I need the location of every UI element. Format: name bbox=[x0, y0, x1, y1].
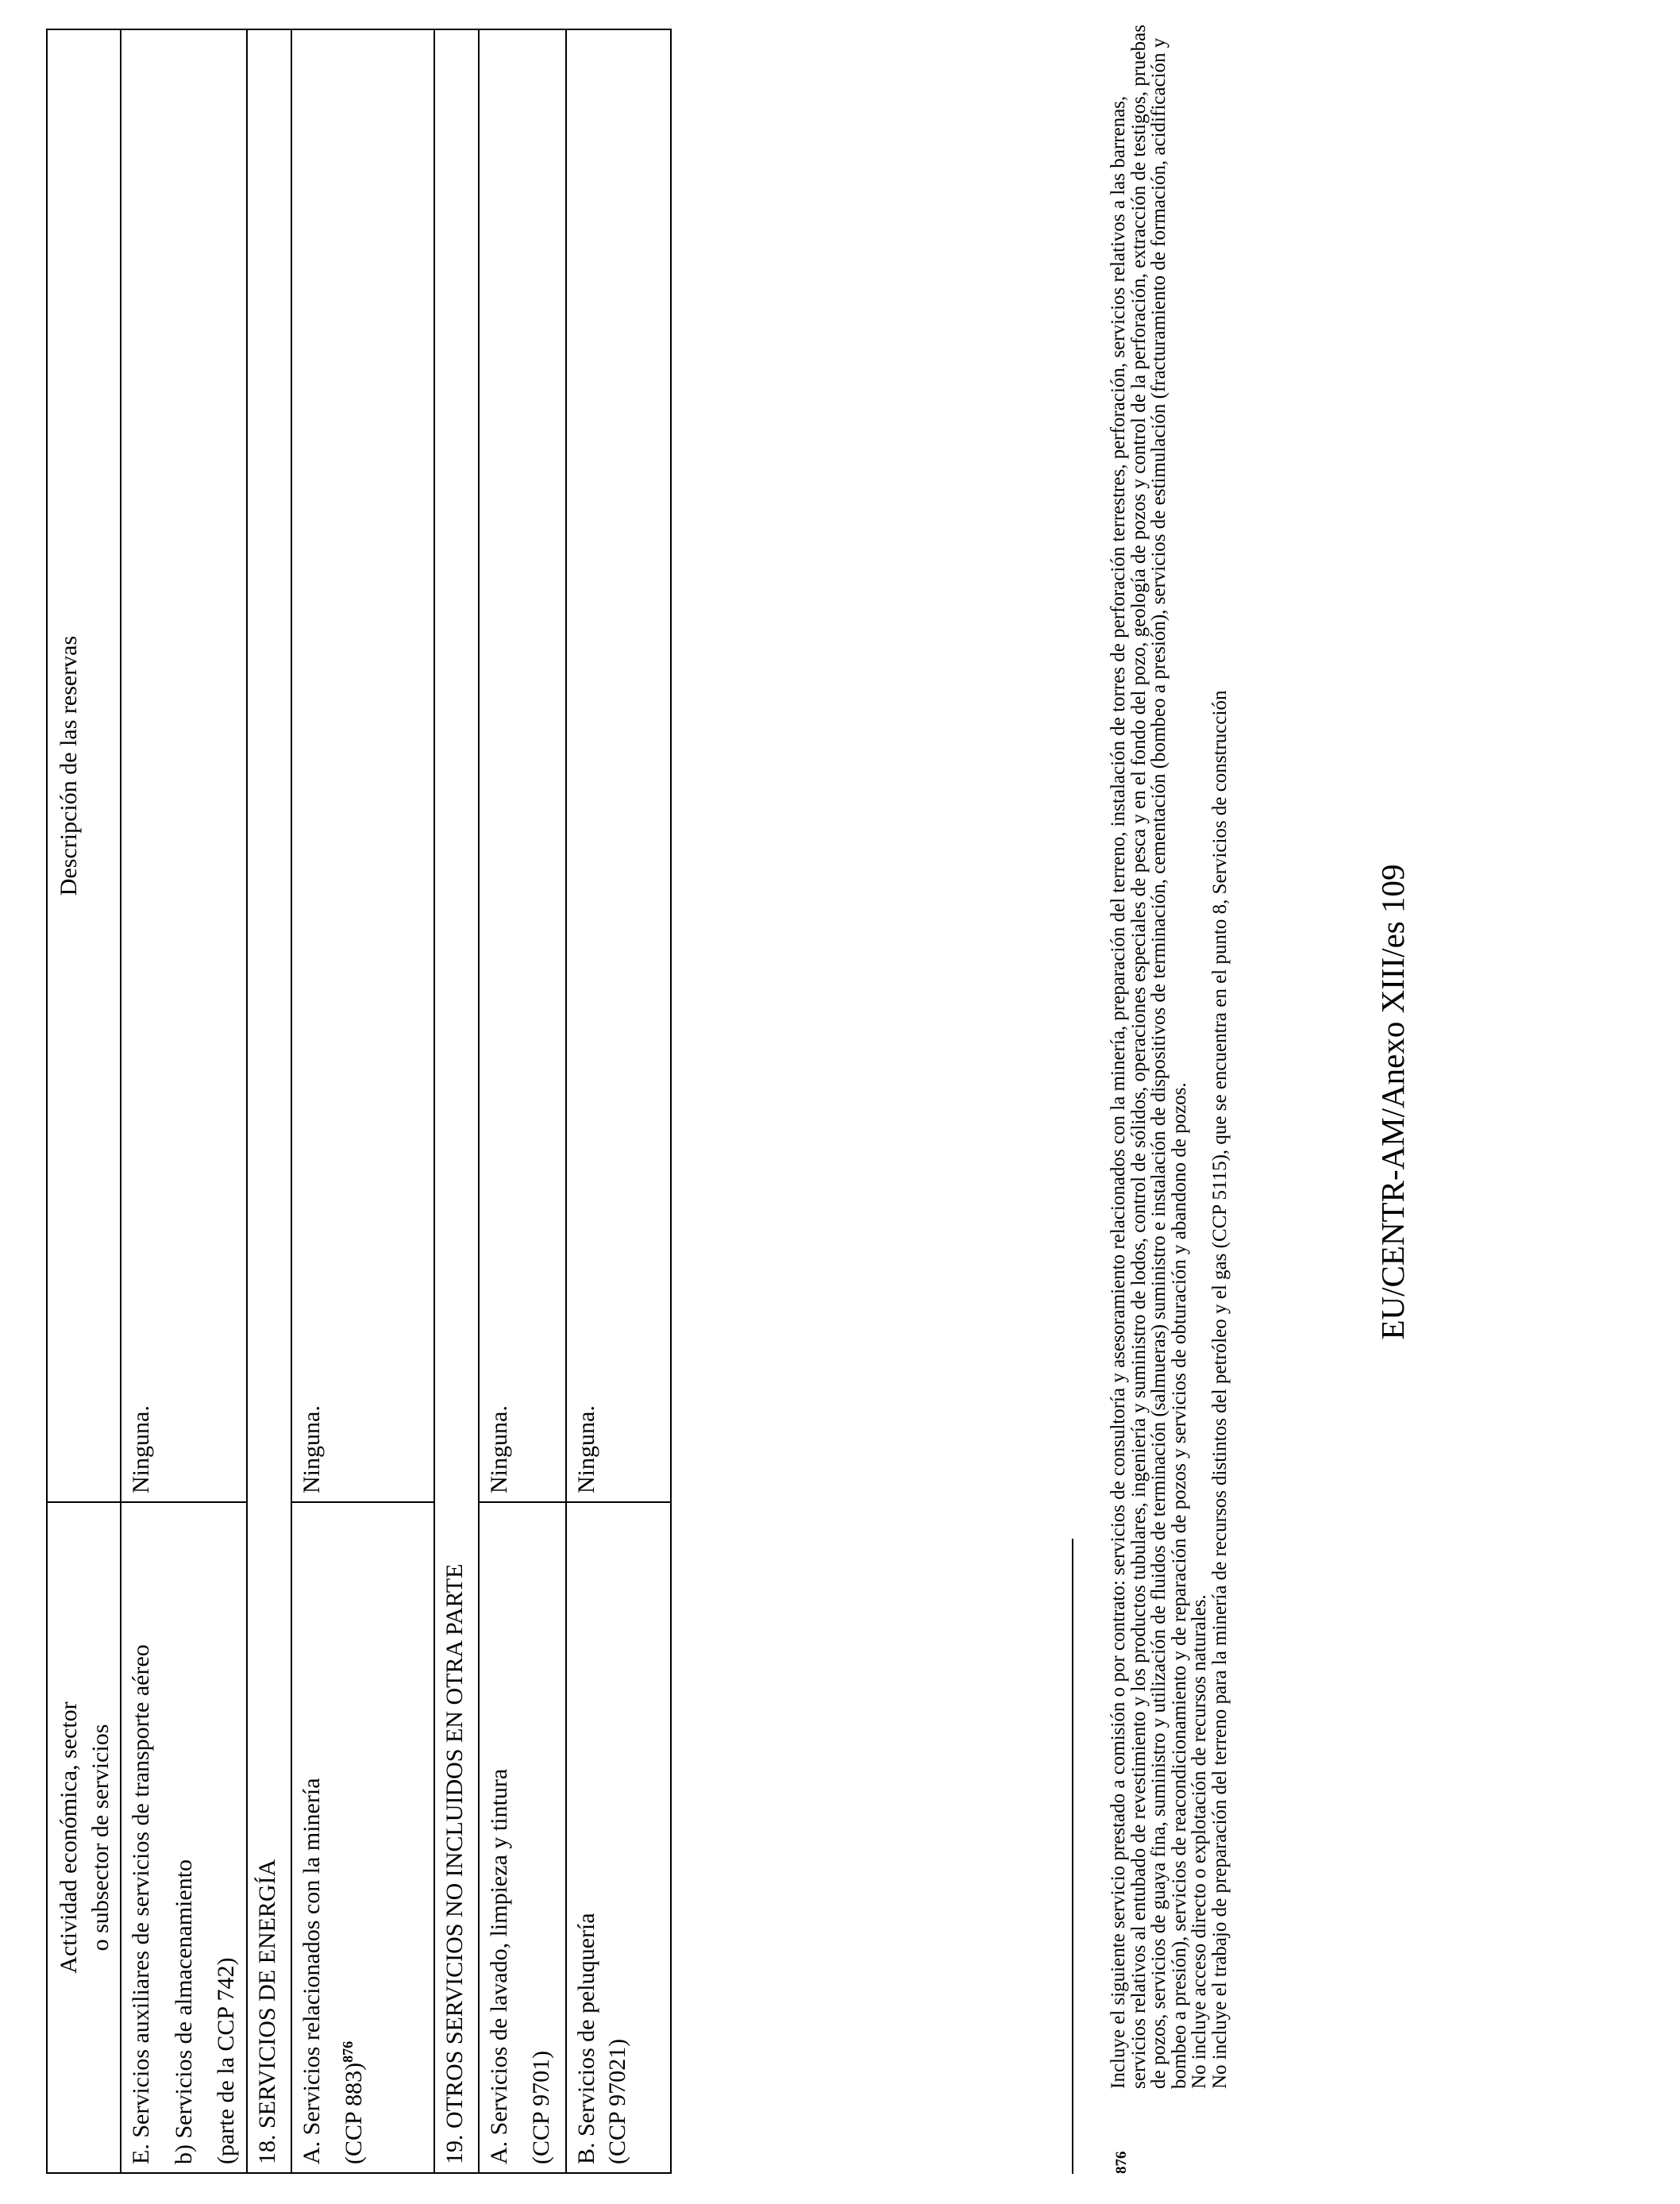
cell-reserve: Ninguna. bbox=[291, 29, 434, 1502]
header-activity bbox=[47, 1502, 121, 2173]
table-header-row bbox=[47, 29, 121, 2173]
cell-reserve: Ninguna. bbox=[479, 29, 566, 1502]
activity-line: E. Servicios auxiliares de servicios de transporte aéreo bbox=[128, 1644, 154, 2164]
footnote-number: 876 bbox=[1113, 2151, 1130, 2174]
activity-line: A. Servicios relacionados con la minería bbox=[298, 1778, 325, 2164]
document-reference: EU/CENTR-AM/Anexo XIII/es 109 bbox=[1374, 864, 1411, 1340]
header-reserves: Descripción de las reservas bbox=[47, 29, 121, 1502]
section-heading: 18. SERVICIOS DE ENERGÍA bbox=[247, 29, 291, 2173]
cell-activity bbox=[291, 1502, 434, 2173]
activity-line: (CCP 97021) bbox=[604, 2038, 630, 2164]
cell-reserve: Ninguna. bbox=[566, 29, 671, 1502]
activity-line: (parte de la CCP 742) bbox=[213, 1957, 239, 2164]
table-row-mining bbox=[291, 29, 434, 2173]
footnote-separator bbox=[1072, 1539, 1073, 2174]
section-heading: 19. OTROS SERVICIOS NO INCLUIDOS EN OTRA PARTE bbox=[434, 29, 479, 2173]
footnote-paragraph: Incluye el siguiente servicio prestado a comisión o por contrato: servicios de consultoría y asesoramiento relacionados con la minería, preparación del terreno, instalación de torres de perforación terrestres, perforación, servicios relativos a las barrenas, servicios relativos al entubado de revestimiento y los productos tubulares, ingeniería y suministro de lodos, control de sólidos, operaciones especiales de pesca y en el fondo del pozo, geología de pozos y control de la perforación, extracción de testigos, pruebas de pozos, servicios de guaya fina, suministro y utilización de fluidos de terminación (salmueras) suministro e instalación de dispositivos de terminación, cementación (bombeo a presión), servicios de estimulación (fracturamiento de formación, acidificación y bombeo a presión), servicios de reacondicionamiento y de reparación de pozos y servicios de obturación y abandono de pozos. bbox=[1108, 25, 1190, 2089]
reservations-table bbox=[46, 30, 643, 2174]
footnote-reference: 876 bbox=[340, 2040, 356, 2063]
section-row-other-services bbox=[434, 29, 479, 2173]
activity-line: b) Servicios de almacenamiento bbox=[170, 1859, 197, 2164]
footnote-paragraph: No incluye acceso directo o explotación de recursos naturales. bbox=[1189, 1594, 1210, 2089]
activity-line bbox=[339, 1511, 369, 2164]
cell-activity bbox=[566, 1502, 671, 2173]
activity-line: (CCP 9701) bbox=[528, 2050, 554, 2164]
header-activity-line1: Actividad económica, sector bbox=[56, 1701, 82, 1974]
cell-activity bbox=[479, 1502, 566, 2173]
table-row-laundry bbox=[479, 29, 566, 2173]
activity-line: A. Servicios de lavado, limpieza y tintura bbox=[485, 1768, 512, 2164]
section-row-energy bbox=[247, 29, 291, 2173]
table-row-air-storage bbox=[121, 29, 247, 2173]
ccp-code: (CCP 883) bbox=[341, 2062, 367, 2164]
footnote-paragraph: No incluye el trabajo de preparación del terreno para la minería de recursos distintos del petróleo y el gas (CCP 5115), que se encuentra en el punto 8, Servicios de construcción bbox=[1208, 690, 1231, 2089]
cell-reserve: Ninguna. bbox=[121, 29, 247, 1502]
activity-line: B. Servicios de peluquería bbox=[572, 1913, 599, 2164]
table-row-hairdressing bbox=[566, 29, 671, 2173]
footnote-text bbox=[1108, 25, 1230, 2089]
cell-activity bbox=[121, 1502, 247, 2173]
header-activity-line2: o subsector de servicios bbox=[87, 1724, 114, 1952]
